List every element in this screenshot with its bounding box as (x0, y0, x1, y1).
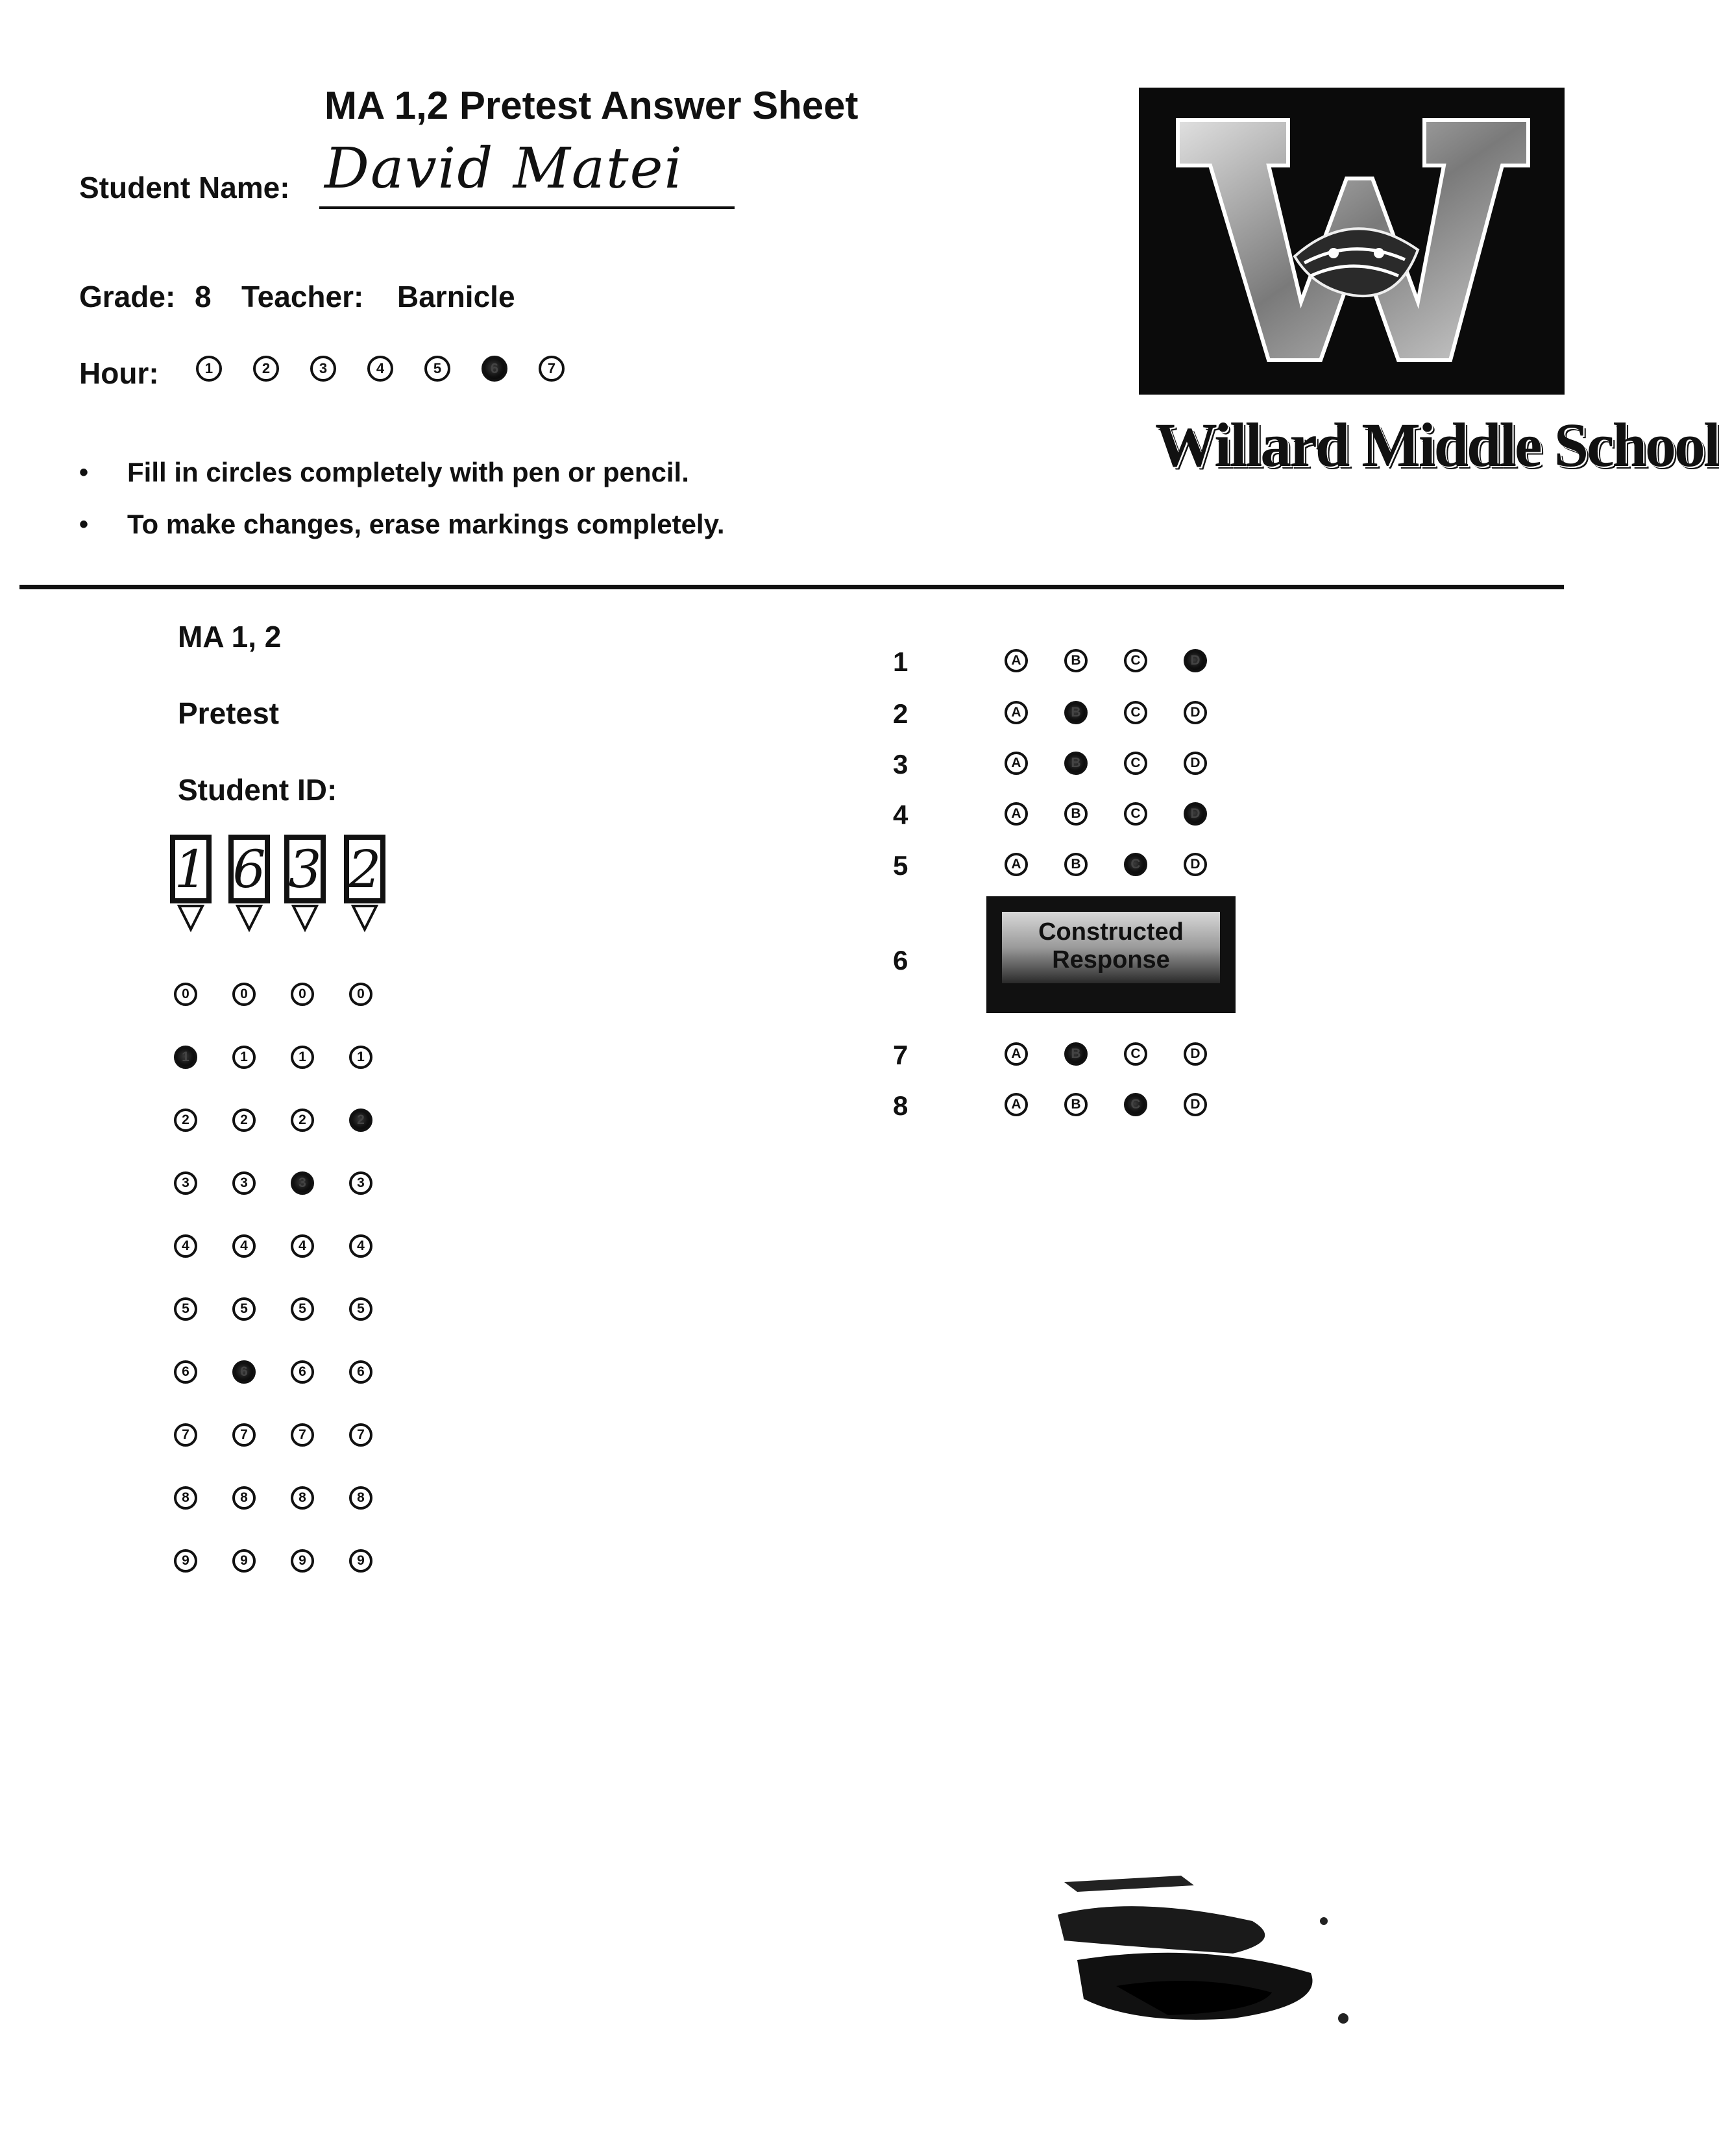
id-col3-bubble-0[interactable]: 0 (291, 983, 314, 1006)
q8-option-a[interactable]: A (1005, 1093, 1028, 1116)
q8-option-b[interactable]: B (1064, 1093, 1088, 1116)
id-col2-bubble-5[interactable]: 5 (232, 1297, 256, 1321)
q4-option-d[interactable]: D (1184, 802, 1207, 826)
ink-smudge (1038, 1856, 1402, 2051)
hour-bubble-5[interactable]: 5 (424, 356, 450, 382)
student-name-line (319, 206, 735, 209)
q7-option-c[interactable]: C (1124, 1042, 1147, 1066)
q1-option-a[interactable]: A (1005, 649, 1028, 672)
id-col3-bubble-8[interactable]: 8 (291, 1486, 314, 1510)
student-name-label: Student Name: (79, 171, 290, 204)
school-name: Willard Middle School (1155, 410, 1719, 480)
question-number: 8 (893, 1090, 908, 1121)
id-pointer-icon (178, 905, 204, 931)
q5-option-a[interactable]: A (1005, 853, 1028, 876)
id-col1-bubble-8[interactable]: 8 (174, 1486, 197, 1510)
id-col4-bubble-0[interactable]: 0 (349, 983, 372, 1006)
hour-label: Hour: (79, 356, 159, 390)
id-col3-bubble-4[interactable]: 4 (291, 1234, 314, 1258)
question-number: 5 (893, 850, 908, 881)
id-col4-bubble-6[interactable]: 6 (349, 1360, 372, 1384)
q5-option-d[interactable]: D (1184, 853, 1207, 876)
instruction-1: Fill in circles completely with pen or pencil. (127, 457, 689, 487)
q3-option-c[interactable]: C (1124, 752, 1147, 775)
id-col3-bubble-1[interactable]: 1 (291, 1046, 314, 1069)
q7-option-b[interactable]: B (1064, 1042, 1088, 1066)
id-col1-bubble-7[interactable]: 7 (174, 1423, 197, 1447)
q4-option-a[interactable]: A (1005, 802, 1028, 826)
id-col1-bubble-1[interactable]: 1 (174, 1046, 197, 1069)
question-number: 2 (893, 698, 908, 729)
q3-option-b[interactable]: B (1064, 752, 1088, 775)
hour-bubble-3[interactable]: 3 (310, 356, 336, 382)
q2-option-c[interactable]: C (1124, 701, 1147, 724)
id-col4-bubble-4[interactable]: 4 (349, 1234, 372, 1258)
q5-option-b[interactable]: B (1064, 853, 1088, 876)
id-col3-bubble-7[interactable]: 7 (291, 1423, 314, 1447)
id-col3-bubble-9[interactable]: 9 (291, 1549, 314, 1573)
constructed-response-box (986, 896, 1236, 1013)
q2-option-d[interactable]: D (1184, 701, 1207, 724)
constructed-response-label: Constructed Response (1038, 918, 1184, 974)
q1-option-c[interactable]: C (1124, 649, 1147, 672)
id-col1-bubble-0[interactable]: 0 (174, 983, 197, 1006)
id-col2-bubble-1[interactable]: 1 (232, 1046, 256, 1069)
id-col2-bubble-9[interactable]: 9 (232, 1549, 256, 1573)
school-logo (1139, 88, 1565, 395)
q4-option-c[interactable]: C (1124, 802, 1147, 826)
q7-option-d[interactable]: D (1184, 1042, 1207, 1066)
q5-option-c[interactable]: C (1124, 853, 1147, 876)
subject-label: MA 1, 2 (178, 620, 282, 654)
id-digit-box-4: 2 (344, 835, 385, 903)
hour-bubble-7[interactable]: 7 (539, 356, 565, 382)
id-col1-bubble-6[interactable]: 6 (174, 1360, 197, 1384)
id-digit-box-1: 1 (170, 835, 212, 903)
test-label: Pretest (178, 696, 279, 730)
student-id-label: Student ID: (178, 773, 337, 807)
id-col2-bubble-8[interactable]: 8 (232, 1486, 256, 1510)
q8-option-d[interactable]: D (1184, 1093, 1207, 1116)
question-number: 1 (893, 646, 908, 677)
q1-option-d[interactable]: D (1184, 649, 1207, 672)
q4-option-b[interactable]: B (1064, 802, 1088, 826)
bullet-icon: • (79, 510, 89, 539)
hour-bubble-6[interactable]: 6 (482, 356, 507, 382)
id-col2-bubble-0[interactable]: 0 (232, 983, 256, 1006)
id-col4-bubble-3[interactable]: 3 (349, 1171, 372, 1195)
id-col4-bubble-7[interactable]: 7 (349, 1423, 372, 1447)
question-number: 3 (893, 749, 908, 779)
id-col3-bubble-3[interactable]: 3 (291, 1171, 314, 1195)
id-col1-bubble-4[interactable]: 4 (174, 1234, 197, 1258)
id-col1-bubble-9[interactable]: 9 (174, 1549, 197, 1573)
id-col3-bubble-6[interactable]: 6 (291, 1360, 314, 1384)
q3-option-a[interactable]: A (1005, 752, 1028, 775)
id-col3-bubble-2[interactable]: 2 (291, 1109, 314, 1132)
id-col3-bubble-5[interactable]: 5 (291, 1297, 314, 1321)
q3-option-d[interactable]: D (1184, 752, 1207, 775)
question-number: 4 (893, 800, 908, 830)
id-col1-bubble-2[interactable]: 2 (174, 1109, 197, 1132)
id-pointer-icon (292, 905, 318, 931)
w-tiger-emblem-icon (1139, 88, 1565, 395)
sheet-title: MA 1,2 Pretest Answer Sheet (324, 84, 859, 127)
hour-bubble-2[interactable]: 2 (253, 356, 279, 382)
teacher-value: Barnicle (397, 280, 515, 313)
grade-value: 8 (195, 280, 212, 313)
student-name-value[interactable]: David Matei (324, 136, 683, 201)
id-pointer-icon (352, 905, 378, 931)
hour-bubble-1[interactable]: 1 (196, 356, 222, 382)
id-col2-bubble-7[interactable]: 7 (232, 1423, 256, 1447)
bullet-icon: • (79, 458, 89, 487)
id-col4-bubble-1[interactable]: 1 (349, 1046, 372, 1069)
id-col2-bubble-6[interactable]: 6 (232, 1360, 256, 1384)
grade-label: Grade: (79, 280, 176, 313)
q1-option-b[interactable]: B (1064, 649, 1088, 672)
id-col4-bubble-5[interactable]: 5 (349, 1297, 372, 1321)
hour-bubble-4[interactable]: 4 (367, 356, 393, 382)
id-col2-bubble-4[interactable]: 4 (232, 1234, 256, 1258)
question-number: 6 (893, 945, 908, 975)
q8-option-c[interactable]: C (1124, 1093, 1147, 1116)
q2-option-a[interactable]: A (1005, 701, 1028, 724)
q7-option-a[interactable]: A (1005, 1042, 1028, 1066)
id-col2-bubble-2[interactable]: 2 (232, 1109, 256, 1132)
id-col1-bubble-3[interactable]: 3 (174, 1171, 197, 1195)
instruction-2: To make changes, erase markings completely. (127, 509, 725, 539)
id-col2-bubble-3[interactable]: 3 (232, 1171, 256, 1195)
teacher-label: Teacher: (241, 280, 364, 313)
id-digit-box-2: 6 (228, 835, 270, 903)
question-number: 7 (893, 1040, 908, 1070)
q2-option-b[interactable]: B (1064, 701, 1088, 724)
id-col1-bubble-5[interactable]: 5 (174, 1297, 197, 1321)
id-digit-box-3: 3 (284, 835, 326, 903)
id-col4-bubble-2[interactable]: 2 (349, 1109, 372, 1132)
id-col4-bubble-8[interactable]: 8 (349, 1486, 372, 1510)
id-pointer-icon (236, 905, 262, 931)
section-divider (19, 585, 1564, 589)
id-col4-bubble-9[interactable]: 9 (349, 1549, 372, 1573)
